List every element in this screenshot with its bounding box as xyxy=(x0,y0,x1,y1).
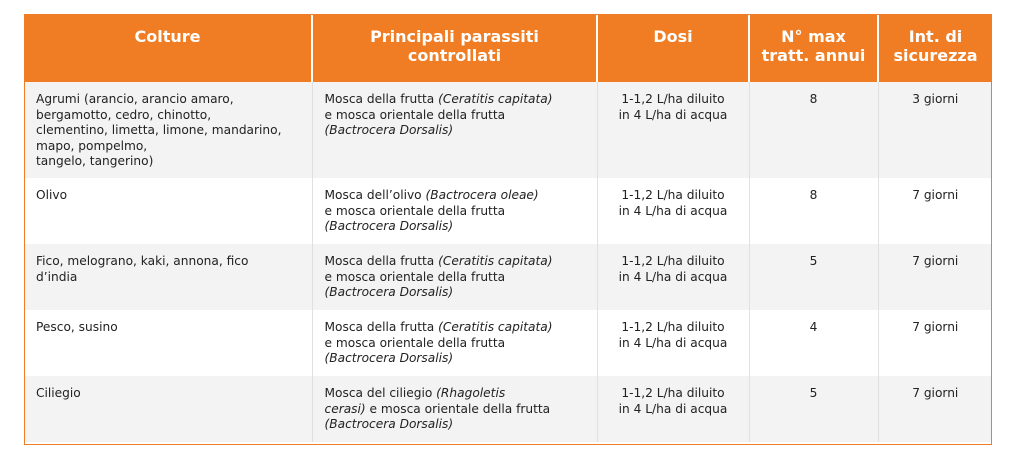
coltura-line: Pesco, susino xyxy=(36,320,118,334)
table-body xyxy=(24,82,992,442)
header-parassiti-line2: controllati xyxy=(407,46,502,65)
dosi-line: in 4 L/ha di acqua xyxy=(618,401,728,416)
header-max-line2: tratt. annui xyxy=(761,46,866,65)
parassiti-line1 xyxy=(325,188,591,204)
cell-max-trattamenti: 5 xyxy=(749,376,878,442)
parassiti-species: (Ceratitis capitata) xyxy=(438,254,553,268)
coltura-line: tangelo, tangerino) xyxy=(36,154,154,168)
parassiti-species-line: (Bactrocera Dorsalis) xyxy=(324,123,454,137)
header-parassiti xyxy=(312,14,597,82)
cell-parassiti xyxy=(312,376,597,442)
coltura-line: d’india xyxy=(36,269,78,284)
parassiti-text: Mosca del ciliegio xyxy=(324,386,437,400)
table-header xyxy=(24,14,992,82)
cell-parassiti xyxy=(312,310,597,376)
parassiti-line2: e mosca orientale della frutta xyxy=(324,107,506,122)
table-row xyxy=(24,310,992,376)
coltura-line: bergamotto, cedro, chinotto, xyxy=(36,107,212,122)
parassiti-species-line: (Bactrocera Dorsalis) xyxy=(324,351,454,365)
parassiti-text: e mosca orientale della frutta xyxy=(365,401,551,416)
parassiti-line1 xyxy=(325,320,591,336)
parassiti-text: Mosca della frutta xyxy=(324,320,439,334)
crop-table-container xyxy=(24,14,992,442)
header-dosi-label: Dosi xyxy=(653,27,693,46)
coltura-line: Agrumi (arancio, arancio amaro, xyxy=(36,92,234,106)
dosi-line: 1-1,2 L/ha diluito xyxy=(621,188,725,202)
parassiti-line1 xyxy=(325,92,591,108)
cell-intervallo: 7 giorni xyxy=(878,178,992,244)
parassiti-species: (Bactrocera oleae) xyxy=(425,188,539,202)
parassiti-line1 xyxy=(325,386,591,402)
dosi-line: 1-1,2 L/ha diluito xyxy=(621,386,725,400)
cell-parassiti xyxy=(312,244,597,310)
dosi-line: 1-1,2 L/ha diluito xyxy=(621,320,725,334)
cell-parassiti xyxy=(312,82,597,178)
header-int-line2: sicurezza xyxy=(893,46,978,65)
parassiti-species-line: (Bactrocera Dorsalis) xyxy=(324,219,454,233)
coltura-line: clementino, limetta, limone, mandarino, xyxy=(36,123,282,137)
parassiti-species: (Ceratitis capitata) xyxy=(438,320,553,334)
parassiti-species-line: (Bactrocera Dorsalis) xyxy=(324,285,454,299)
parassiti-line1 xyxy=(325,254,591,270)
dosi-line: in 4 L/ha di acqua xyxy=(618,107,728,122)
parassiti-species-line: (Bactrocera Dorsalis) xyxy=(324,417,454,431)
header-dosi xyxy=(597,14,749,82)
parassiti-text: Mosca della frutta xyxy=(324,254,439,268)
table-row xyxy=(24,244,992,310)
coltura-line: Fico, melograno, kaki, annona, fico xyxy=(36,254,249,268)
header-parassiti-line1: Principali parassiti xyxy=(370,27,539,46)
cell-coltura xyxy=(24,178,312,244)
cell-coltura xyxy=(24,376,312,442)
cell-parassiti xyxy=(312,178,597,244)
cell-max-trattamenti: 5 xyxy=(749,244,878,310)
table-row xyxy=(24,82,992,178)
cell-dosi xyxy=(597,244,749,310)
cell-max-trattamenti: 8 xyxy=(749,82,878,178)
parassiti-line2 xyxy=(325,402,591,418)
cell-dosi xyxy=(597,376,749,442)
cell-intervallo: 7 giorni xyxy=(878,376,992,442)
header-row xyxy=(24,14,992,82)
parassiti-line2: e mosca orientale della frutta xyxy=(324,269,506,284)
cell-coltura xyxy=(24,82,312,178)
header-colture xyxy=(24,14,312,82)
header-colture-label: Colture xyxy=(134,27,201,46)
crop-treatment-table xyxy=(24,14,992,442)
parassiti-text: Mosca dell’olivo xyxy=(324,188,426,202)
parassiti-species: (Ceratitis capitata) xyxy=(438,92,553,106)
table-row xyxy=(24,376,992,442)
cell-intervallo: 7 giorni xyxy=(878,310,992,376)
dosi-line: 1-1,2 L/ha diluito xyxy=(621,254,725,268)
dosi-line: in 4 L/ha di acqua xyxy=(618,269,728,284)
parassiti-line2: e mosca orientale della frutta xyxy=(324,203,506,218)
cell-intervallo: 3 giorni xyxy=(878,82,992,178)
parassiti-species: (Rhagoletis xyxy=(436,386,506,400)
coltura-line: Olivo xyxy=(36,188,68,202)
cell-intervallo: 7 giorni xyxy=(878,244,992,310)
header-intervallo-sicurezza xyxy=(878,14,992,82)
header-int-line1: Int. di xyxy=(908,27,963,46)
header-max-line1: N° max xyxy=(781,27,846,46)
cell-dosi xyxy=(597,178,749,244)
parassiti-species: cerasi) xyxy=(324,401,366,416)
dosi-line: in 4 L/ha di acqua xyxy=(618,335,728,350)
parassiti-line2: e mosca orientale della frutta xyxy=(324,335,506,350)
cell-max-trattamenti: 8 xyxy=(749,178,878,244)
table-row xyxy=(24,178,992,244)
coltura-line: Ciliegio xyxy=(36,386,81,400)
dosi-line: 1-1,2 L/ha diluito xyxy=(621,92,725,106)
header-max-trattamenti xyxy=(749,14,878,82)
cell-coltura xyxy=(24,310,312,376)
cell-dosi xyxy=(597,310,749,376)
cell-coltura xyxy=(24,244,312,310)
dosi-line: in 4 L/ha di acqua xyxy=(618,203,728,218)
cell-max-trattamenti: 4 xyxy=(749,310,878,376)
parassiti-text: Mosca della frutta xyxy=(324,92,439,106)
cell-dosi xyxy=(597,82,749,178)
coltura-line: mapo, pompelmo, xyxy=(36,138,148,153)
